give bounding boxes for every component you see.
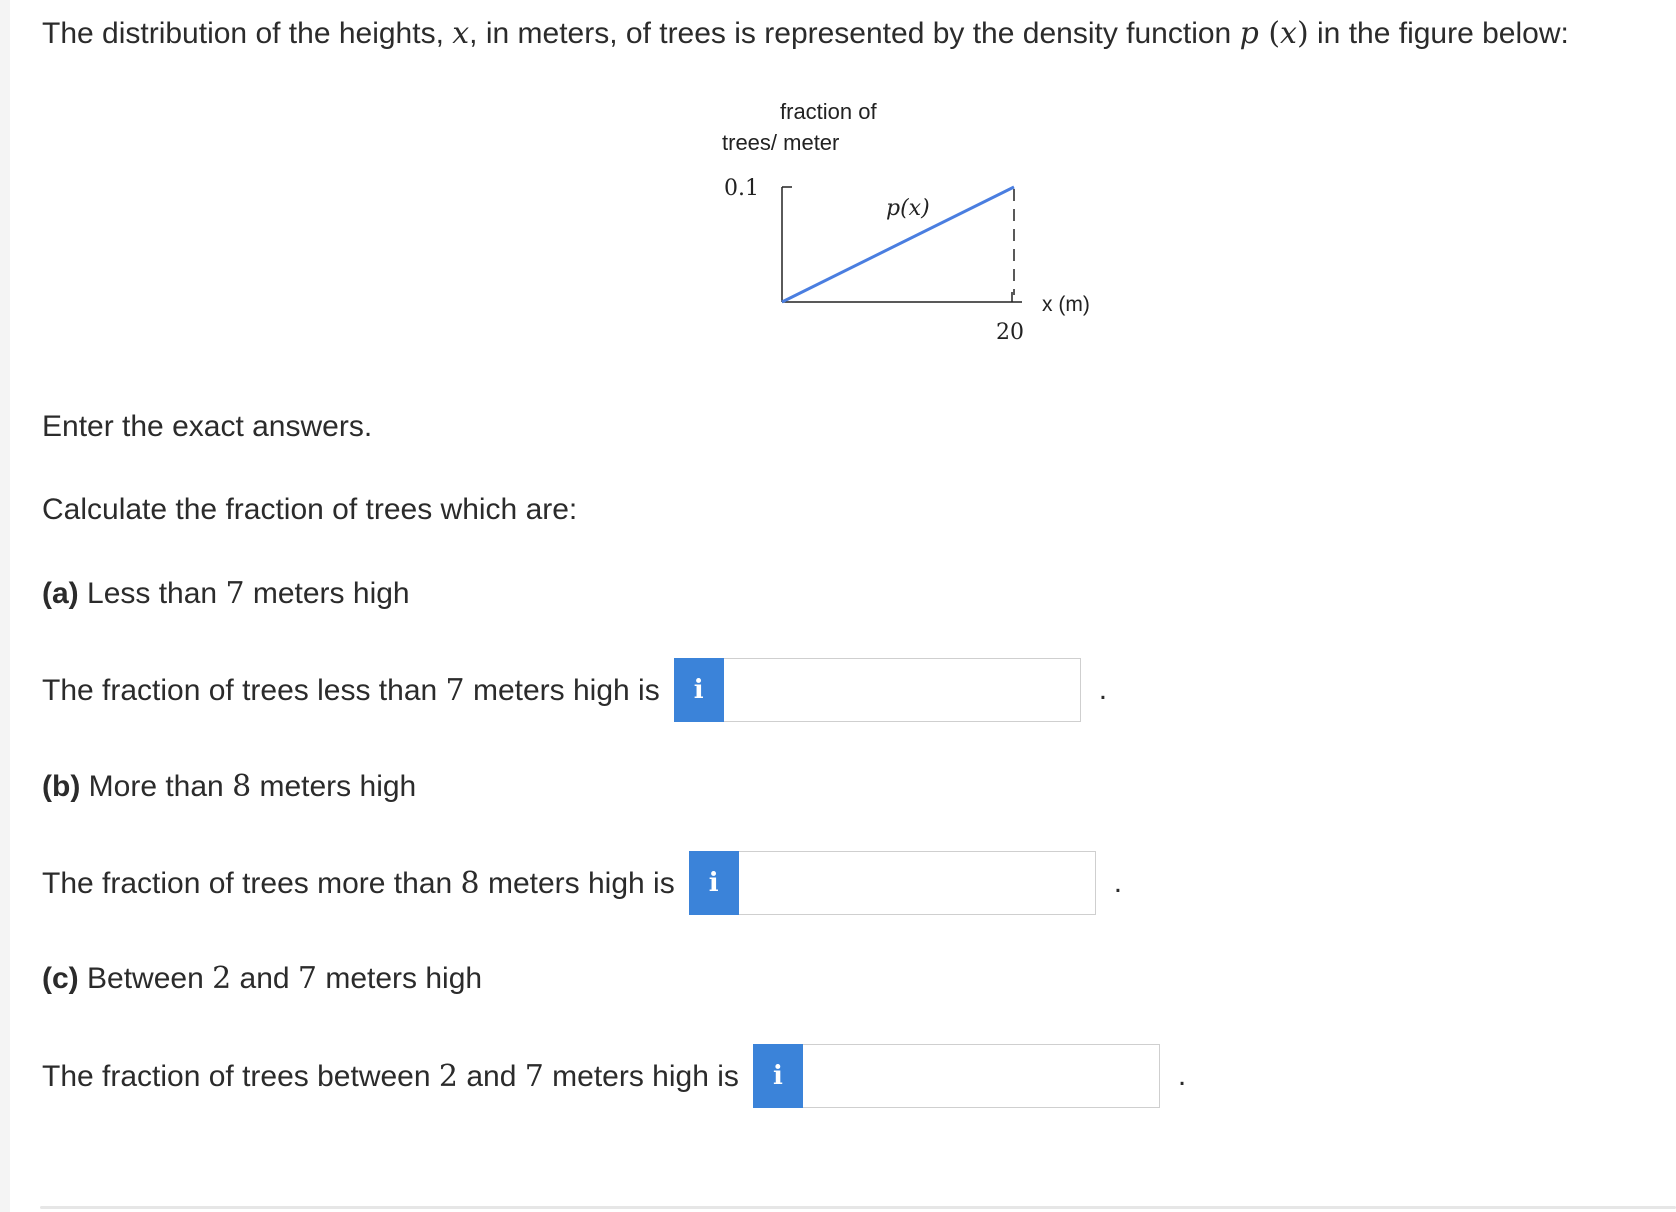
part-c-answer-row bbox=[42, 1044, 1186, 1108]
bottom-divider bbox=[40, 1206, 1676, 1209]
part-b-answer-row bbox=[42, 851, 1122, 915]
part-a-title: (a) Less than 7 meters high bbox=[42, 576, 410, 611]
x-axis-label: x (m) bbox=[1042, 293, 1090, 316]
left-border bbox=[0, 0, 10, 1212]
info-icon[interactable]: i bbox=[753, 1044, 803, 1108]
y-axis-label-line2: trees/ meter bbox=[722, 130, 840, 155]
instruction-exact: Enter the exact answers. bbox=[42, 410, 373, 443]
part-c-title: (c) Between 2 and 7 meters high bbox=[42, 961, 483, 996]
x-tick-label: 20 bbox=[996, 320, 1024, 345]
part-b-period: . bbox=[1113, 866, 1123, 899]
part-a-period: . bbox=[1098, 673, 1108, 706]
part-c-prompt: The fraction of trees between 2 and 7 meters high is bbox=[42, 1058, 739, 1094]
y-tick-label: 0.1 bbox=[724, 176, 759, 201]
density-figure bbox=[722, 95, 1160, 365]
info-icon[interactable]: i bbox=[689, 851, 739, 915]
part-a-answer-input[interactable] bbox=[724, 658, 1081, 722]
part-a-answer-row bbox=[42, 658, 1107, 722]
part-b-prompt: The fraction of trees more than 8 meters high is bbox=[42, 865, 675, 901]
part-c-answer-input[interactable] bbox=[803, 1044, 1160, 1108]
info-icon[interactable]: i bbox=[674, 658, 724, 722]
curve-label: p(x) bbox=[886, 196, 930, 221]
part-c-period: . bbox=[1177, 1059, 1187, 1092]
part-b-title: (b) More than 8 meters high bbox=[42, 769, 417, 804]
question-text: The distribution of the heights, x, in meters, of trees is represented by the density function p (x) in the figure below: bbox=[42, 16, 1569, 51]
part-b-answer-input[interactable] bbox=[739, 851, 1096, 915]
y-axis-label-line1: fraction of bbox=[780, 99, 877, 124]
part-a-prompt: The fraction of trees less than 7 meters high is bbox=[42, 672, 660, 708]
instruction-calculate: Calculate the fraction of trees which are: bbox=[42, 493, 578, 526]
